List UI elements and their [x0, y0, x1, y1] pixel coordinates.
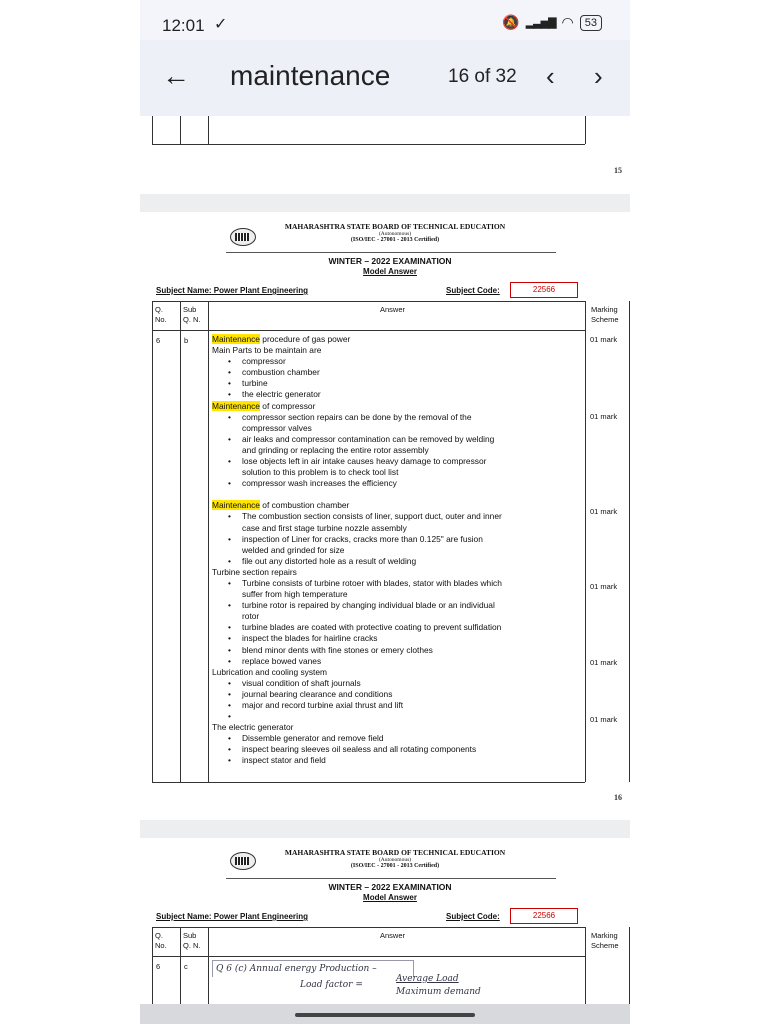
question-number: 6: [156, 962, 161, 971]
list-item: • major and record turbine axial thrust and lift: [212, 700, 508, 711]
msbte-logo: [230, 852, 256, 870]
marking-scheme: 01 mark: [590, 507, 618, 516]
table-border: [585, 301, 586, 782]
subject-code-label: Subject Code:: [446, 286, 500, 295]
board-autonomous: (Autonomous): [378, 857, 412, 863]
handwritten-line: Maximum demand: [396, 987, 481, 997]
table-border: [152, 782, 585, 783]
model-answer-title: Model Answer: [363, 267, 417, 276]
list-item: • journal bearing clearance and conditions: [212, 689, 508, 700]
list-item: • turbine blades are coated with protective coating to prevent sulfidation: [212, 622, 508, 633]
main-parts-intro: Main Parts to be maintain are: [212, 345, 322, 356]
table-border: [152, 116, 153, 144]
col-header-answer: Answer: [380, 931, 406, 940]
question-number: 6: [156, 336, 161, 345]
status-icons: [502, 14, 602, 31]
list-item: • lose objects left in air intake causes heavy damage to compressor solution to this problem is to check tool list: [212, 456, 508, 478]
col-header-answer: Answer: [380, 305, 406, 314]
check-download-icon: ✓: [214, 16, 228, 33]
list-item: • air leaks and compressor contamination can be removed by welding and grinding or replacing the entire rotor assembly: [212, 434, 508, 456]
heading-combustion: Maintenance of combustion chamber: [212, 500, 350, 511]
heading-compressor: Maintenance of compressor: [212, 400, 316, 411]
model-answer-title: Model Answer: [363, 893, 417, 902]
heading-gas-power: Maintenance procedure of gas power: [212, 334, 351, 344]
status-bar: [140, 0, 630, 40]
list-item: • compressor section repairs can be done by the removal of the compressor valves: [212, 412, 508, 434]
subject-code-value: 22566: [510, 908, 578, 924]
exam-title: WINTER – 2022 EXAMINATION: [328, 882, 452, 892]
heading-generator: The electric generator: [212, 722, 294, 733]
page-number: 16: [614, 793, 622, 802]
list-item: • compressor wash increases the efficiency: [212, 478, 508, 489]
board-iso: (ISO/IEC - 27001 - 2013 Certified): [350, 863, 440, 869]
table-border: [180, 301, 181, 782]
phone-screen: [140, 0, 630, 1024]
list-item: • combustion chamber: [212, 367, 508, 378]
list-item: • replace bowed vanes: [212, 656, 508, 667]
pdf-page-16: [140, 212, 630, 820]
header-rule: [226, 252, 556, 253]
col-header-q: Q. No.: [155, 305, 167, 324]
list-item: • the electric generator: [212, 389, 508, 400]
handwritten-line: Average Load: [396, 974, 459, 984]
list-item: • inspect the blades for hairline cracks: [212, 633, 508, 644]
table-border: [152, 330, 585, 331]
header-rule: [226, 878, 556, 879]
col-header-sub: Sub Q. N.: [183, 931, 201, 950]
board-title: MAHARASHTRA STATE BOARD OF TECHNICAL EDUCATION: [284, 222, 506, 231]
table-border: [152, 301, 153, 782]
subject-name: Subject Name: Power Plant Engineering: [156, 286, 309, 295]
marking-scheme: 01 mark: [590, 335, 618, 344]
list-item: • compressor: [212, 356, 508, 367]
subject-name: Subject Name: Power Plant Engineering: [156, 912, 309, 921]
list-item: • inspect stator and field: [212, 755, 508, 766]
table-border: [629, 301, 630, 782]
list-item: • inspect bearing sleeves oil sealess and all rotating components: [212, 744, 508, 755]
handwritten-line: Q 6 (c) Annual energy Production –: [216, 964, 377, 974]
back-arrow-icon[interactable]: ←: [162, 60, 190, 91]
subject-code-value: 22566: [510, 282, 578, 298]
table-border: [180, 116, 181, 144]
pdf-page-15: [140, 116, 630, 194]
match-counter: 16 of 32: [448, 66, 517, 87]
board-iso: (ISO/IEC - 27001 - 2013 Certified): [350, 237, 440, 243]
page-number: 15: [614, 166, 622, 175]
table-border: [585, 116, 586, 144]
wifi-icon: ◠: [561, 14, 574, 30]
msbte-logo: [230, 228, 256, 246]
list-item: • turbine: [212, 378, 508, 389]
answer-body: [212, 334, 508, 767]
table-border: [152, 301, 585, 302]
list-item: • Turbine consists of turbine rotoer with blades, stator with blades which suffer from high temperature: [212, 578, 508, 600]
heading-turbine: Turbine section repairs: [212, 566, 297, 577]
home-gesture-bar[interactable]: [295, 1013, 475, 1017]
exam-title: WINTER – 2022 EXAMINATION: [328, 256, 452, 266]
sub-question: b: [184, 336, 189, 345]
list-item: • The combustion section consists of liner, support duct, outer and inner case and first stage turbine nozzle assembly: [212, 511, 508, 533]
list-item: [212, 711, 508, 722]
marking-scheme: 01 mark: [590, 412, 618, 421]
find-in-document-bar: [140, 40, 630, 116]
next-match-icon[interactable]: ›: [594, 61, 603, 91]
previous-match-icon[interactable]: ‹: [546, 61, 555, 91]
list-item: • inspection of Liner for cracks, cracks more than 0.125" are fusion welded and grinded for size: [212, 534, 508, 556]
battery-icon: 53: [580, 15, 602, 31]
col-header-marking: Marking Scheme: [591, 305, 619, 324]
table-border: [208, 116, 209, 144]
table-border: [208, 301, 209, 782]
board-title: MAHARASHTRA STATE BOARD OF TECHNICAL EDUCATION: [284, 848, 506, 857]
table-border: [152, 144, 585, 145]
list-item: • turbine rotor is repaired by changing individual blade or an individual rotor: [212, 600, 508, 622]
table-border: [152, 956, 585, 957]
col-header-marking: Marking Scheme: [591, 931, 619, 950]
pdf-page-17: [140, 838, 630, 1024]
heading-lubrication: Lubrication and cooling system: [212, 666, 327, 677]
col-header-sub: Sub Q. N.: [183, 305, 201, 324]
status-time: 12:01: [162, 16, 205, 35]
board-autonomous: (Autonomous): [378, 231, 412, 237]
marking-scheme: 01 mark: [590, 715, 618, 724]
mute-icon: 🔕: [502, 14, 520, 30]
list-item: • blend minor dents with fine stones or emery clothes: [212, 645, 508, 656]
marking-scheme: 01 mark: [590, 658, 618, 667]
list-item: • visual condition of shaft journals: [212, 678, 508, 689]
table-border: [152, 927, 585, 928]
col-header-q: Q. No.: [155, 931, 167, 950]
marking-scheme: 01 mark: [590, 582, 618, 591]
subject-code-label: Subject Code:: [446, 912, 500, 921]
search-query[interactable]: maintenance: [230, 60, 391, 91]
handwritten-line: Load factor =: [300, 980, 363, 990]
list-item: • file out any distorted hole as a result of welding: [212, 556, 508, 567]
list-item: • Dissemble generator and remove field: [212, 733, 508, 744]
signal-icon: ▂▃▅▇: [525, 17, 556, 29]
sub-question: c: [184, 962, 188, 971]
